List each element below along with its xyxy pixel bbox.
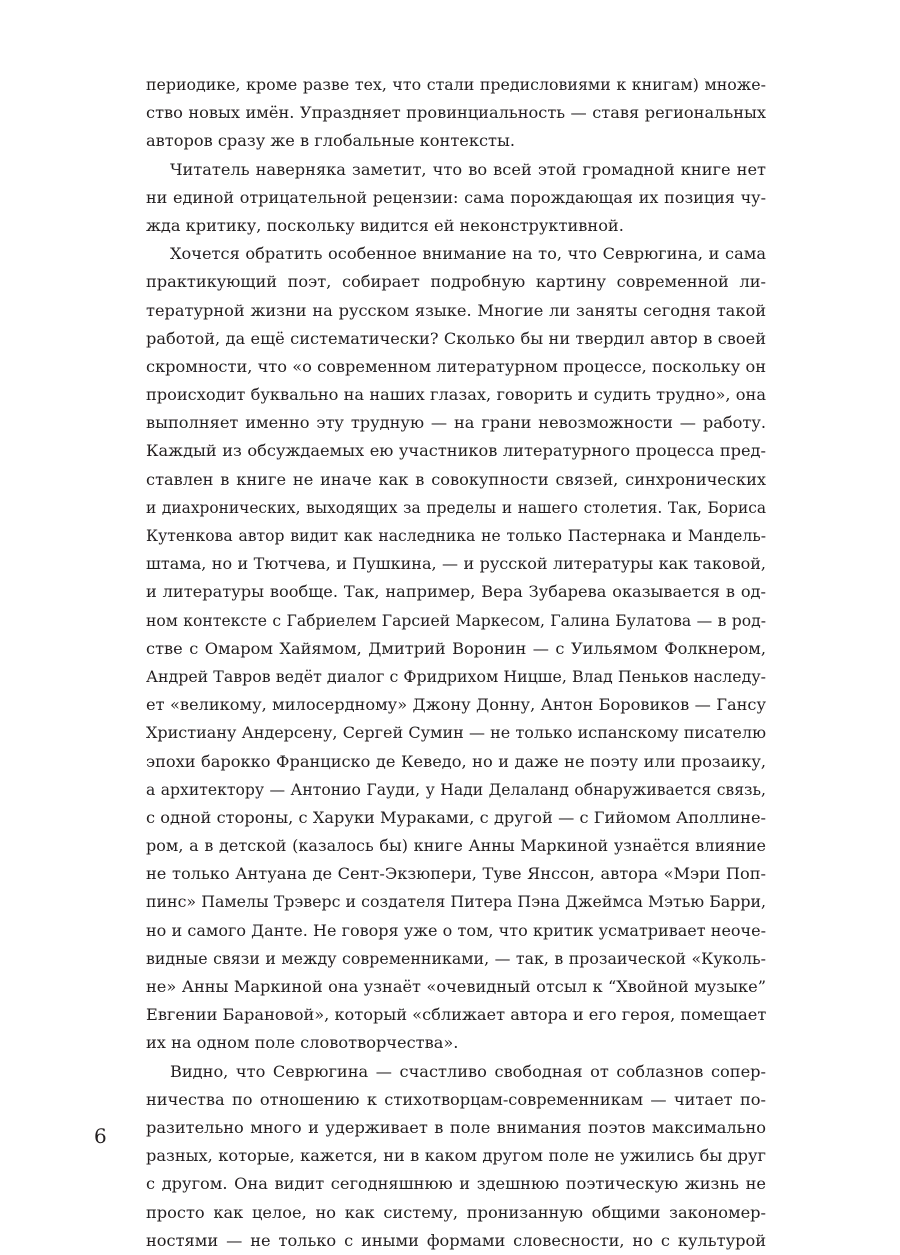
body-text [146,71,766,1255]
text-line: разных, которые, кажется, ни в каком другом поле не ужились бы друг [146,1146,766,1166]
text-line: их на одном поле словотворчества». [146,1033,459,1053]
text-line: и литературы вообще. Так, например, Вера Зубарева оказывается в од- [146,582,766,602]
text-line: не только Антуана де Сент-Экзюпери, Туве Янссон, автора «Мэри Поп- [146,864,766,884]
text-line: стве с Омаром Хайямом, Дмитрий Воронин — с Уильямом Фолкнером, [146,638,766,658]
text-line: ставлен в книге не иначе как в совокупности связей, синхронических [146,469,766,489]
text-line: Кутенкова автор видит как наследника не только Пастернака и Мандель- [146,527,766,545]
text-line: скромности, что «о современном литературном процессе, поскольку он [146,356,766,376]
text-line: ничества по отношению к стихотворцам-современникам — читает по- [146,1089,766,1109]
text-line: не» Анны Маркиной она узнаёт «очевидный отсыл к “Хвойной музыке” [146,977,766,996]
text-line: Евгении Барановой», который «сближает автора и его героя, помещает [146,1005,767,1025]
page-number: 6 [94,1124,107,1148]
text-line: Хочется обратить особенное внимание на то, что Севрюгина, и сама [170,244,766,264]
text-line: но и самого Данте. Не говоря уже о том, что критик усматривает неоче- [146,920,766,940]
text-line: ром, а в детской (казалось бы) книге Анны Маркиной узнаётся влияние [146,836,766,856]
text-line: разительно много и удерживает в поле внимания поэтов максимально [146,1117,766,1137]
text-line: Христиану Андерсену, Сергей Сумин — не только испанскому писателю [146,723,766,743]
text-line: практикующий поэт, собирает подробную картину современной ли- [146,272,766,292]
text-line: происходит буквально на наших глазах, говорить и судить трудно», она [146,385,766,405]
text-line: ностями — не только с иными формами словесности, но с культурой [146,1230,766,1250]
text-line: периодике, кроме разве тех, что стали предисловиями к книгам) множе- [146,75,766,94]
text-line: авторов сразу же в глобальные контексты. [146,131,516,151]
text-line: штама, но и Тютчева, и Пушкина, — и русской литературы как таковой, [146,554,766,574]
text-line: работой, да ещё систематически? Сколько бы ни твердил автор в своей [146,328,766,348]
text-line: с одной стороны, с Харуки Мураками, с другой — с Гийомом Аполлине- [146,807,766,827]
text-line: ство новых имён. Упраздняет провинциальность — ставя региональных [146,103,766,123]
text-line: выполняет именно эту трудную — на грани невозможности — работу. [146,413,766,433]
text-line: с другом. Она видит сегодняшнюю и здешнюю поэтическую жизнь не [146,1174,766,1194]
text-line: Андрей Тавров ведёт диалог с Фридрихом Ницше, Влад Пеньков наследу- [146,666,766,686]
text-line: видные связи и между современниками, — так, в прозаической «Куколь- [146,948,766,968]
text-line: эпохи барокко Франциско де Кеведо, но и даже не поэту или прозаику, [146,751,766,771]
text-line: ном контексте с Габриелем Гарсией Маркесом, Галина Булатова — в род- [146,611,766,630]
text-line: Читатель наверняка заметит, что во всей этой громадной книге нет [170,159,766,179]
text-line: и диахронических, выходящих за пределы и нашего столетия. Так, Бориса [146,498,766,517]
text-line: просто как целое, но как систему, пронизанную общими закономер- [146,1202,766,1222]
text-line: ни единой отрицательной рецензии: сама порождающая их позиция чу- [146,187,766,207]
text-line: а архитектору — Антонио Гауди, у Нади Делаланд обнаруживается связь, [146,780,766,799]
text-line: Каждый из обсуждаемых ею участников литературного процесса пред- [146,441,766,461]
text-line: ет «великому, милосердному» Джону Донну, Антон Боровиков — Гансу [146,695,766,715]
text-line: Видно, что Севрюгина — счастливо свободная от соблазнов сопер- [170,1061,766,1081]
text-line: жда критику, поскольку видится ей неконструктивной. [146,215,624,235]
text-line: пинс» Памелы Трэверс и создателя Питера Пэна Джеймса Мэтью Барри, [146,892,766,912]
text-line: тературной жизни на русском языке. Многие ли заняты сегодня такой [146,300,766,320]
